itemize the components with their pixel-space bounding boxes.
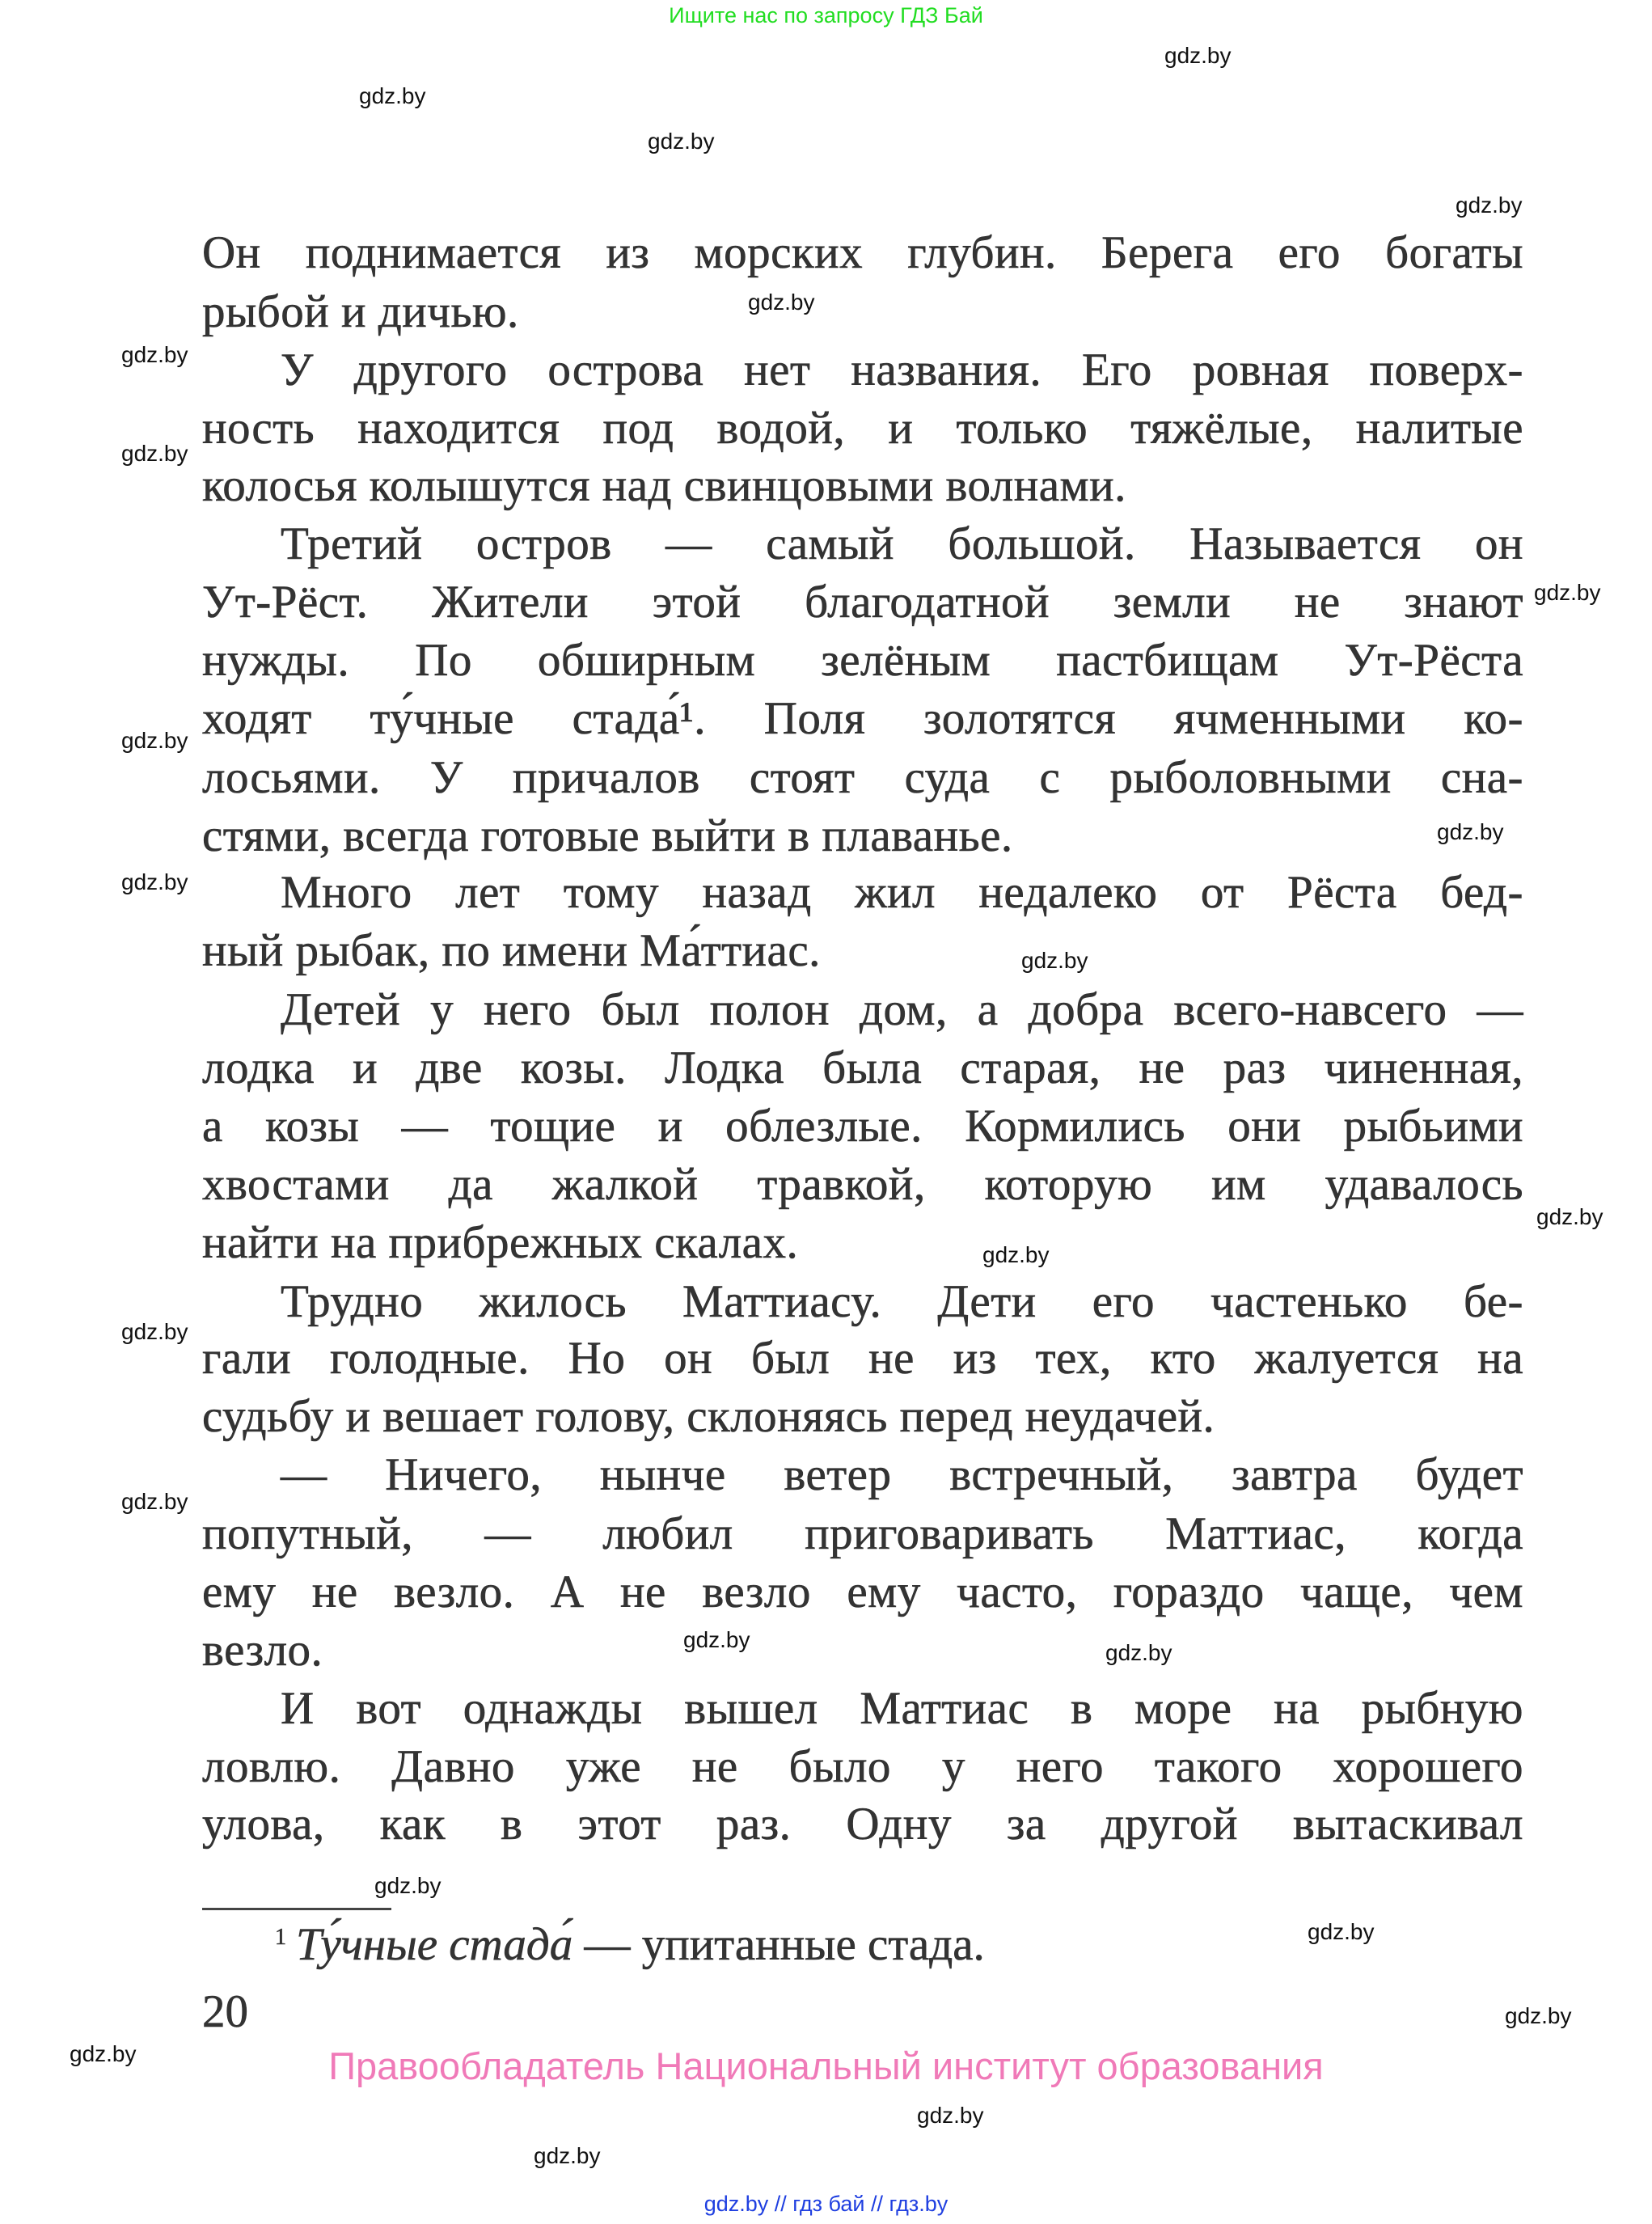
text-line: ный рыбак, по имени Ма́ттиас. — [202, 925, 821, 976]
footer-links[interactable]: gdz.by // гдз бай // гдз.by — [703, 2192, 949, 2216]
watermark: gdz.by — [70, 2041, 137, 2066]
text-line: Он поднимается из морских глубин. Берега его богаты — [202, 227, 1523, 278]
watermark: gdz.by — [1437, 819, 1504, 844]
text-line: везло. — [202, 1625, 323, 1676]
text-line: лосьями. У причалов стоят суда с рыболовными сна- — [202, 752, 1523, 803]
text-line: Трудно жилось Маттиасу. Дети его частенько бе- — [281, 1276, 1523, 1327]
watermark: gdz.by — [1536, 1204, 1603, 1229]
text-line: ходят ту́чные стада́¹. Поля золотятся ячменными ко- — [202, 693, 1523, 744]
watermark: gdz.by — [374, 1873, 442, 1898]
watermark: gdz.by — [121, 342, 188, 367]
footnote-term: Ту́чные стада́ — [296, 1919, 573, 1970]
text-line: Детей у него был полон дом, а добра всего-навсего — — [281, 984, 1523, 1035]
text-line: найти на прибрежных скалах. — [202, 1217, 799, 1268]
text-line: хвостами да жалкой травкой, которую им удавалось — [202, 1159, 1523, 1210]
watermark: gdz.by — [648, 129, 715, 154]
watermark: gdz.by — [1456, 192, 1523, 218]
watermark: gdz.by — [121, 869, 188, 894]
footnote-definition: — упитанные стада. — [572, 1919, 985, 1970]
text-line: Третий остров — самый большой. Называется он — [281, 518, 1523, 569]
watermark: gdz.by — [121, 728, 188, 753]
text-line: — Ничего, нынче ветер встречный, завтра будет — [281, 1449, 1523, 1500]
text-line: гали голодные. Но он был не из тех, кто жалуется на — [202, 1333, 1523, 1384]
text-line: улова, как в этот раз. Одну за другой вытаскивал — [202, 1799, 1523, 1850]
watermark: gdz.by — [917, 2103, 984, 2128]
text-line: И вот однажды вышел Маттиас в море на рыбную — [281, 1683, 1523, 1734]
watermark: gdz.by — [1505, 2003, 1572, 2028]
footnote-marker: 1 — [275, 1925, 286, 1950]
footnote-divider — [202, 1908, 391, 1910]
text-line: стями, всегда готовые выйти в плаванье. — [202, 810, 1013, 861]
page-number: 20 — [202, 1986, 248, 2037]
watermark: gdz.by — [121, 441, 188, 466]
text-line: нужды. По обширным зелёным пастбищам Ут-Рёста — [202, 635, 1523, 686]
watermark: gdz.by — [359, 83, 426, 108]
rights-holder: Правообладатель Национальный институт образования — [328, 2044, 1324, 2087]
search-banner: Ищите нас по запросу ГДЗ Бай — [669, 3, 983, 27]
watermark: gdz.by — [1164, 43, 1232, 68]
text-line: судьбу и вешает голову, склоняясь перед неудачей. — [202, 1391, 1215, 1442]
watermark: gdz.by — [534, 2143, 601, 2168]
watermark: gdz.by — [121, 1319, 188, 1344]
text-line: ему не везло. А не везло ему часто, гораздо чаще, чем — [202, 1567, 1523, 1617]
text-line: ловлю. Давно уже не было у него такого хорошего — [202, 1741, 1523, 1792]
text-line: У другого острова нет названия. Его ровная поверх- — [281, 345, 1523, 395]
text-line: лодка и две козы. Лодка была старая, не раз чиненная, — [202, 1042, 1523, 1093]
text-line: а козы — тощие и облезлые. Кормились они рыбьими — [202, 1101, 1523, 1152]
text-line: попутный, — любил приговаривать Маттиас, когда — [202, 1508, 1523, 1559]
watermark: gdz.by — [121, 1489, 188, 1514]
watermark: gdz.by — [683, 1627, 750, 1652]
text-line: рыбой и дичью. — [202, 286, 519, 337]
watermark: gdz.by — [1308, 1919, 1375, 1944]
footnote — [275, 1918, 985, 1971]
text-line: колосья колышутся над свинцовыми волнами. — [202, 460, 1126, 511]
text-line: ность находится под водой, и только тяжёлые, налитые — [202, 403, 1523, 454]
watermark: gdz.by — [1105, 1640, 1172, 1665]
text-line: Много лет тому назад жил недалеко от Рёста бед- — [281, 867, 1523, 918]
watermark: gdz.by — [748, 290, 815, 315]
text-line: Ут-Рёст. Жители этой благодатной земли не знают — [202, 577, 1523, 628]
watermark: gdz.by — [1021, 948, 1088, 973]
watermark: gdz.by — [1534, 580, 1601, 605]
watermark: gdz.by — [982, 1242, 1050, 1267]
